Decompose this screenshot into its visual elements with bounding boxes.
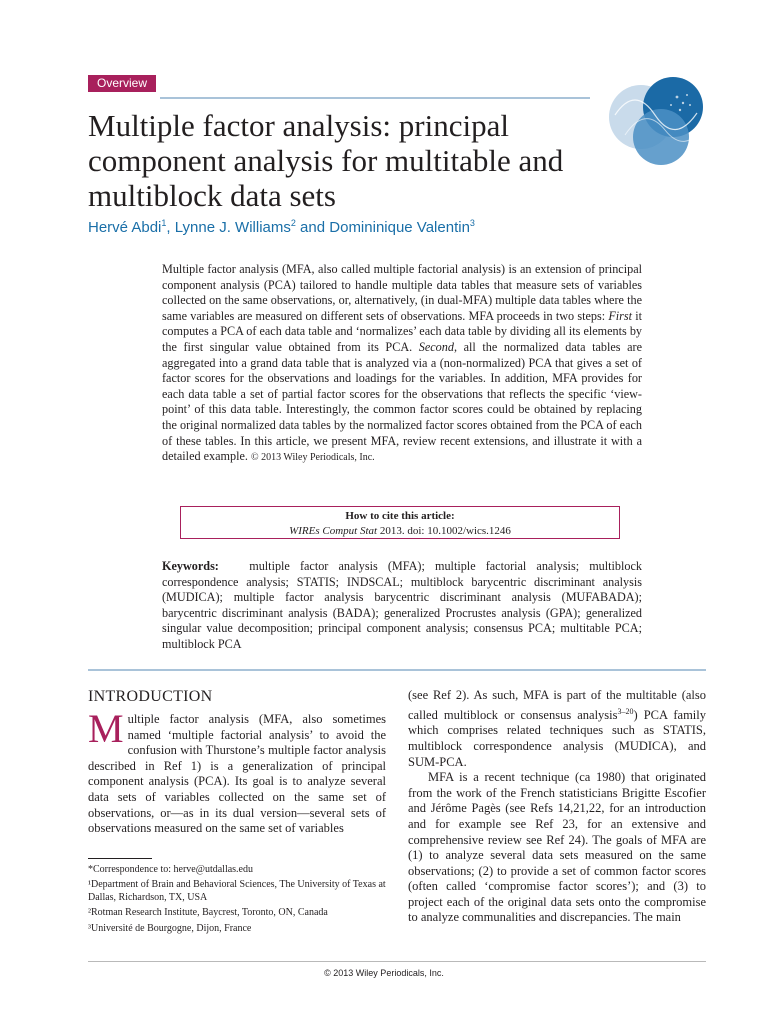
abstract-emphasis: Second <box>418 339 454 354</box>
abstract-text: Multiple factor analysis (MFA, also called multiple factorial analysis) is an extension of principal component analysis (PCA) tailored to handle multiple data tables that measure sets of variables collected on the same observations, or, alternatively, (in dual-MFA) multiple data tables where the same variables are measured on different sets of observations. MFA proceeds in two steps: <box>162 262 642 323</box>
reference-sup: 3–20 <box>617 706 634 716</box>
citation-text <box>181 524 619 539</box>
footnote-affiliation-1: ¹Department of Brain and Behavioral Sciences, The University of Texas at Dallas, Richardson, TX, USA <box>88 879 386 903</box>
body-text: (see Ref 2). As such, MFA is part of the multitable (also called multiblock or consensus analysis <box>408 688 706 722</box>
author-affil-2: 2 <box>290 218 296 228</box>
footer-rule <box>88 961 706 962</box>
body-paragraph: MFA is a recent technique (ca 1980) that originated from the work of the French statisticians Brigitte Escofier and Jérôme Pagès (see Refs 14,21,22, for an introduction and for example see Ref 23, for an extensive and comprehensive review see Ref 24). The goals of MFA are (1) to analyze several data sets measured on the same observations; (2) to provide a set of common factor scores (often called ‘compromise factor scores’); and (3) to project each of the original data sets onto the compromise to analyze communalities and discrepancies. The main <box>408 770 706 925</box>
author-name-1[interactable]: Hervé Abdi <box>88 219 162 236</box>
intro-text: ultiple factor analysis (MFA, also sometimes named ‘multiple factorial analysis’ to avoid the confusion with Thurstone’s multiple factor analysis described in Ref 1) is a generalization of principal component analysis (PCA). Its goal is to analyze several data sets of variables collected on the same set of observations, or—as in its dual version—several sets of observations measured on the same set of variables <box>88 712 386 836</box>
drop-cap: M <box>88 706 124 751</box>
section-heading: INTRODUCTION <box>88 688 213 705</box>
citation-box <box>180 506 620 539</box>
article-type-tag: Overview <box>88 75 156 92</box>
footnote-rule <box>88 858 152 859</box>
author-list <box>88 218 475 236</box>
page-footer: © 2013 Wiley Periodicals, Inc. <box>324 968 444 978</box>
abstract-text: it computes a PCA of each data table and ‘normalizes’ each data table by dividing all its elements by the first singular value obtained from its PCA. <box>162 308 643 354</box>
author-affil-1: 1 <box>161 218 167 228</box>
keywords-label: Keywords: <box>162 559 219 573</box>
section-divider <box>88 669 706 671</box>
keywords-text: multiple factor analysis (MFA); multiple factorial analysis; multiblock correspondence analysis; STATIS; INDSCAL; multiblock barycentric discriminant analysis (MUDICA); multiple factor analysis barycentric discriminant analysis (MUFABADA); barycentric discriminant analysis (BADA); generalized Procrustes analysis (GPA); generalized singular value decomposition; principal component analysis; consensus PCA; multitable PCA; multiblock PCA <box>162 559 642 651</box>
footnote-correspondence[interactable]: *Correspondence to: herve@utdallas.edu <box>88 864 253 875</box>
keywords <box>162 559 642 653</box>
left-column <box>88 688 386 837</box>
author-name-3[interactable]: Domininique Valentin <box>329 219 470 236</box>
footnote-affiliation-3: ³Université de Bourgogne, Dijon, France <box>88 922 252 934</box>
body-paragraph <box>408 688 706 770</box>
abstract-text: , all the normalized data tables are aggregated into a grand data table that is analyzed via a (non-normalized) PCA that gives a set of factor scores for the observations and loadings for the variables. In addition, MFA provides for each data table a set of partial factor scores for the observations that reflects the specific ‘view-point’ of this data table. Interestingly, the common factor scores could be obtained by replacing the original normalized data tables by the normalized factor scores obtained from the PCA of each of these tables. In this article, we present MFA, review recent extensions, and illustrate it with a detailed example. <box>162 339 642 464</box>
header-rule <box>160 97 590 99</box>
citation-journal: WIREs Comput Stat <box>289 525 378 537</box>
right-column <box>408 688 706 926</box>
author-separator: and <box>295 219 330 236</box>
abstract-copyright: © 2013 Wiley Periodicals, Inc. <box>251 452 375 464</box>
citation-heading: How to cite this article: <box>345 510 455 522</box>
footnotes <box>88 864 388 938</box>
article-title: Multiple factor analysis: principal component analysis for multitable and multiblock data sets <box>88 108 564 213</box>
journal-logo-icon <box>605 75 713 167</box>
abstract <box>162 262 642 466</box>
citation-doi[interactable]: 2013. doi: 10.1002/wics.1246 <box>377 525 511 537</box>
author-separator: , <box>166 219 175 236</box>
intro-paragraph <box>88 706 386 837</box>
body-text: ) PCA family which comprises related techniques such as STATIS, multiblock correspondence analysis (MUDICA), and SUM-PCA. <box>408 707 706 769</box>
author-affil-3: 3 <box>469 218 475 228</box>
footnote-affiliation-2: ²Rotman Research Institute, Baycrest, Toronto, ON, Canada <box>88 907 328 919</box>
abstract-emphasis: First <box>608 308 633 323</box>
author-name-2[interactable]: Lynne J. Williams <box>174 219 291 236</box>
